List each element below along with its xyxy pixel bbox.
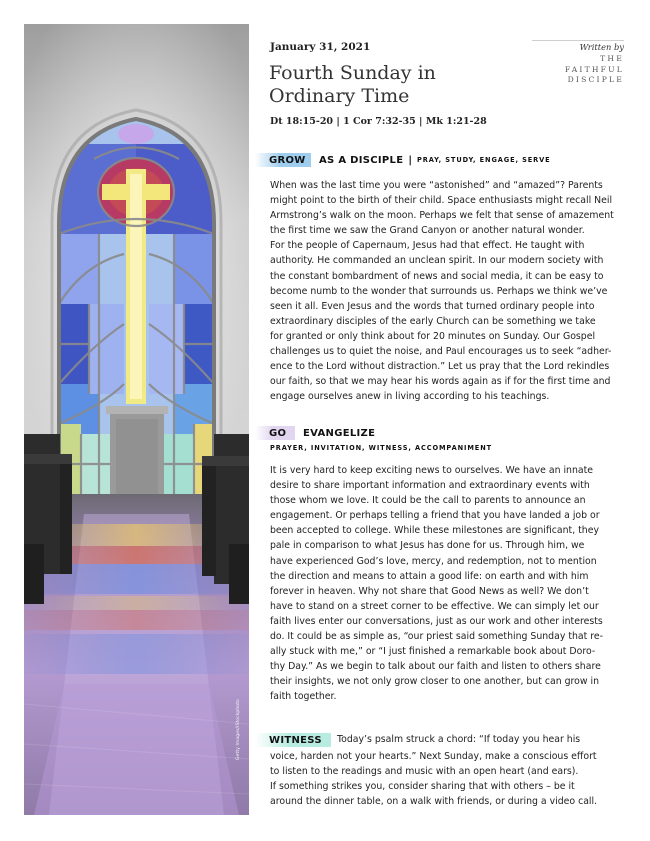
go-title: EVANGELIZE [303,427,376,439]
go-heading [255,426,375,440]
title-line: Fourth Sunday in [269,62,436,84]
text-line: might point to the birth of their child. Space enthusiasts might recall Neil [270,195,613,207]
go-paragraph [270,463,630,705]
text-line: those whom we love. It could be the call to parents to announce an [270,495,586,507]
text-line: It is very hard to keep exciting news to ourselves. We have an innate [270,465,594,476]
text-line: around the dinner table, on a walk with friends, or during a video call. [270,796,598,808]
text-line: faith lives enter our conversations, just as our work and other interests [270,615,603,627]
witness-tag: WITNESS [255,733,331,747]
grow-tag: GROW [255,153,311,167]
text-line: engagement. Or perhaps telling a friend that you have landed a job or [270,510,600,522]
author-line: FAITHFUL [564,64,624,74]
stained-glass-image [24,24,249,815]
text-line: our faith, so that we may hear his words again as if for the first time and [270,376,611,388]
text-line: pale in comparison to what Jesus has done for us. Through him, we [270,540,585,552]
grow-paragraph [270,178,630,404]
go-subtitle: PRAYER, INVITATION, WITNESS, ACCOMPANIMENT [270,444,493,452]
text-line: thy Day.” As we begin to talk about our faith and listen to others share [270,661,601,673]
author-name [532,54,624,86]
text-line: the constant bombardment of news and social media, it can be easy to [270,270,604,282]
text-line: for granted or only think about for 20 minutes on Sunday. Our Gospel [270,330,596,342]
text-line: their insights, we not only grow closer to one another, but can grow in [270,676,600,688]
title-line: Ordinary Time [269,85,410,107]
witness-paragraph [270,749,630,809]
heading-separator: | [408,154,413,166]
byline [532,40,624,86]
text-line: been accepted to college. While these milestones are significant, they [270,525,600,537]
text-line: become numb to the wonder that surrounds us. Perhaps we think we’ve [270,285,608,297]
text-line: If something strikes you, consider sharing that with others – be it [270,781,575,793]
text-line: have to stand on a street corner to be effective. We can simply let our [270,600,599,612]
author-line: DISCIPLE [567,75,624,84]
grow-subtitle: PRAY, STUDY, ENGAGE, SERVE [417,156,551,164]
text-line: desire to share important information and extraordinary events with [270,480,590,492]
text-line: forever in heaven. Why not share that Good News as well? We don’t [270,585,589,597]
photo-credit: Getty Images/iStockphoto [236,699,241,760]
text-line: voice, harden not your hearts.” Next Sunday, make a conscious effort [270,751,597,762]
author-line: THE [600,54,624,63]
text-line: Armstrong’s walk on the moon. Perhaps we felt that sense of amazement [270,210,614,222]
text-line: to listen to the readings and music with an open heart (and ears). [270,766,579,778]
witness-first-line: Today’s psalm struck a chord: “If today you hear his [337,734,581,745]
witness-heading [255,733,580,747]
text-line: the first time we saw the Grand Canyon or another natural wonder. [270,225,585,237]
text-line: When was the last time you were “astonished” and “amazed”? Parents [270,180,603,191]
text-line: the direction and means to attain a good life: on earth and with him [270,570,589,582]
text-line: faith together. [270,691,337,703]
grow-heading [255,153,551,167]
text-line: authority. He commanded an unclean spirit. In our modern society with [270,255,604,267]
grow-title: AS A DISCIPLE [319,154,404,166]
text-line: For the people of Capernaum, Jesus had that effect. He taught with [270,240,585,252]
go-tag: GO [255,426,295,440]
date: January 31, 2021 [270,41,371,53]
text-line: do. It could be as simple as, “our priest said something Sunday that re- [270,631,604,643]
text-line: seen it all. Even Jesus and the words that turned ordinary people into [270,300,595,312]
text-line: ence to the Lord without distraction.” Let us pray that the Lord rekindles [270,361,610,373]
byline-label: Written by [579,42,624,52]
text-line: engage ourselves anew in living according to his teachings. [270,391,550,403]
text-line: extraordinary disciples of the early Church can be something we take [270,315,596,327]
text-line: have experienced God’s love, mercy, and redemption, not to mention [270,555,597,567]
page-title [269,62,549,108]
text-line: ally stuck with me,” or “I just finished a remarkable book about Doro- [270,646,596,658]
readings: Dt 18:15-20 | 1 Cor 7:32-35 | Mk 1:21-28 [270,116,487,127]
text-line: challenges us to quiet the noise, and Paul encourages us to seek “adher- [270,346,612,358]
